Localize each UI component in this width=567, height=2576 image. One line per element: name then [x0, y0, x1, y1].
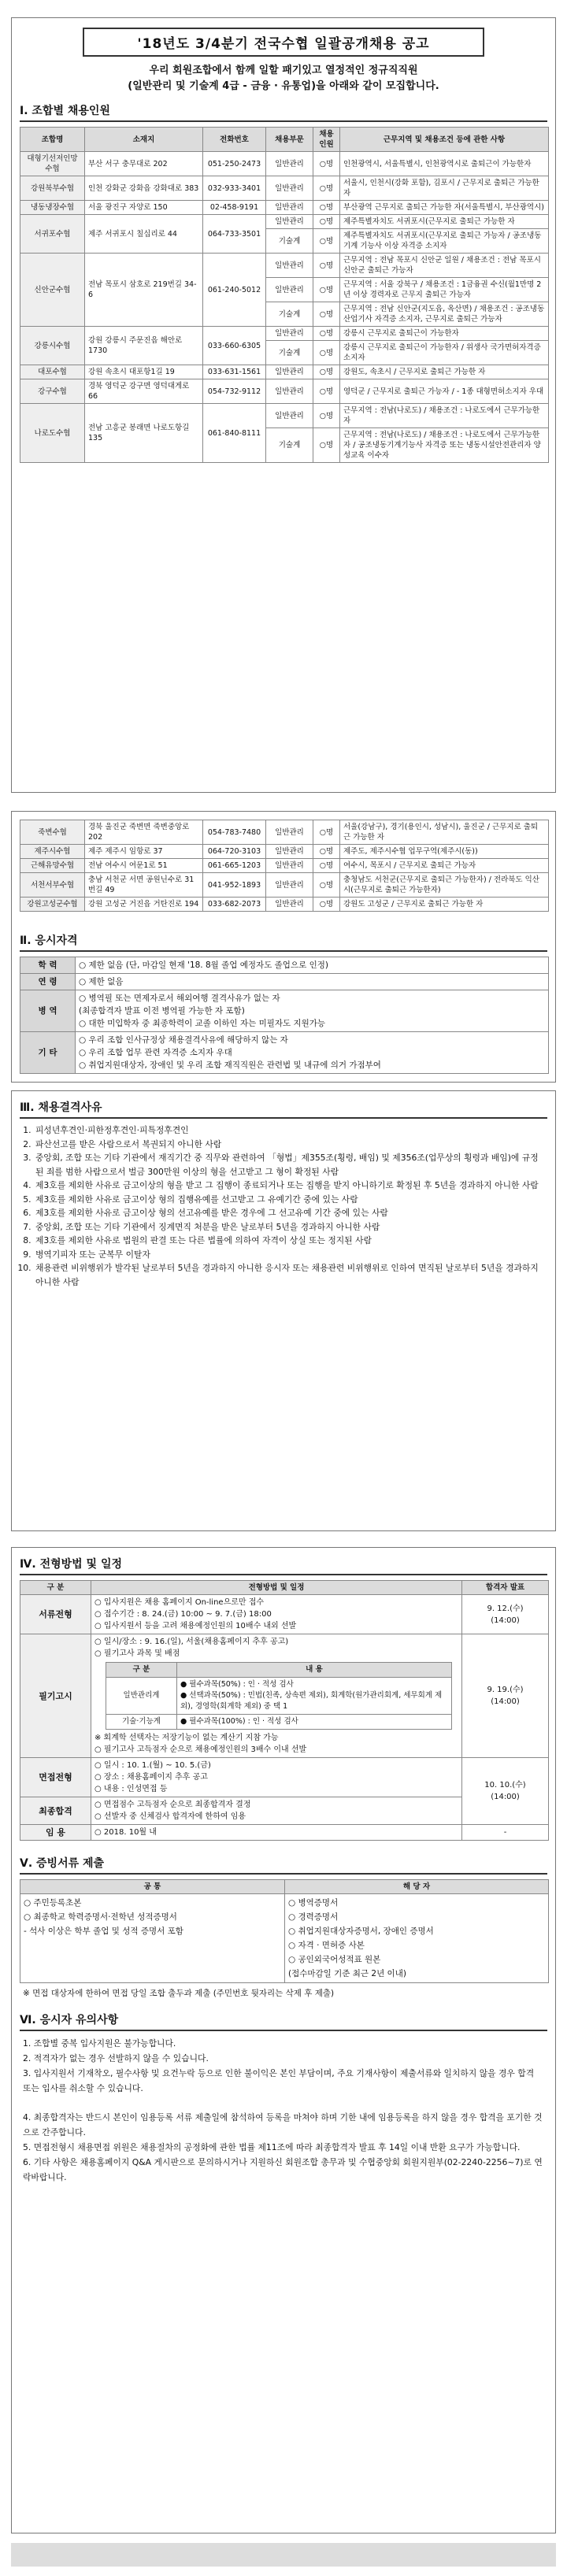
- job-type: 일반관리: [266, 327, 313, 341]
- org-phone: 033-660-6305: [203, 327, 266, 365]
- job-type: 일반관리: [266, 365, 313, 379]
- exam-line: ● 필수과목(50%) : 인 · 적성 검사: [180, 1680, 294, 1689]
- headcount: ○명: [313, 254, 340, 278]
- proc-result: [462, 1595, 549, 1634]
- table-row: [20, 215, 549, 229]
- proc-header: 전형방법 및 일정: [91, 1581, 462, 1595]
- job-type: 일반관리: [266, 873, 313, 898]
- headcount: ○명: [313, 898, 340, 912]
- org-address: 전남 고흥군 봉래면 나로도항길 135: [85, 404, 203, 463]
- job-conditions: 여수시, 목포시 / 근무지로 출퇴근 가능자: [340, 859, 549, 873]
- disqualification-card: [11, 1090, 556, 1531]
- org-name: 대포수협: [20, 365, 85, 379]
- proc-result-date: 9. 12.(수): [487, 1604, 524, 1613]
- qualification-detail: [76, 974, 549, 990]
- rec-header: 조합명: [20, 128, 85, 152]
- proc-row-document: [20, 1595, 549, 1634]
- notes-list-2: [23, 2110, 544, 2185]
- org-phone: 032-933-3401: [203, 176, 266, 201]
- rec-header: 근무지역 및 채용조건 등에 관한 사항: [340, 128, 549, 152]
- doc-item: ○ 병역증명서: [288, 1898, 339, 1908]
- note-item: 1. 조합별 중복 입사지원은 불가능합니다.: [23, 2038, 176, 2049]
- section-heading-4: Ⅳ. 전형방법 및 일정: [20, 1556, 547, 1575]
- org-name: 신안군수협: [20, 254, 85, 327]
- org-name: 대형기선저인망수협: [20, 152, 85, 176]
- exam-header: 구 분: [106, 1663, 177, 1678]
- proc-result-date: 9. 19.(수): [487, 1686, 524, 1694]
- org-phone: 051-250-2473: [203, 152, 266, 176]
- qualification-line: ○ 제한 없음 (단, 마감일 현재 '18. 8월 졸업 예정자도 졸업으로 인정): [79, 960, 328, 970]
- notes-list: [23, 2036, 544, 2096]
- table-row: [20, 845, 549, 859]
- disqualification-item: 3. 중앙회, 조합 또는 기타 기관에서 재직기간 중 직무와 관련하여 「형법」제355조(횡령, 배임) 및 제356조(업무상의 횡령과 배임)에 규정된 죄를 범한 사람으로서 벌금 300만원 이상의 형을 선고받고 그 형이 확정된 사람: [34, 1151, 544, 1179]
- page-title: '18년도 3/4분기 전국수협 일괄공개채용 공고: [83, 28, 484, 57]
- proc-line: ○ 입사지원은 채용 홈페이지 On-line으로만 접수: [94, 1598, 265, 1607]
- job-type: 기술계: [266, 341, 313, 365]
- doc-item: ○ 최종학교 학력증명서·전학년 성적증명서: [24, 1912, 177, 1922]
- disqualification-item: 9. 병역기피자 또는 군복무 이탈자: [34, 1248, 544, 1262]
- qualification-line: ○ 병역필 또는 면제자로서 해외여행 결격사유가 없는 자: [79, 994, 280, 1003]
- doc-item: ○ 자격 · 면허증 사본: [288, 1941, 365, 1950]
- proc-line: ○ 선발자 중 신체검사 합격자에 한하여 임용: [94, 1812, 246, 1821]
- note-item: 4. 최종합격자는 반드시 본인이 임용등록 서류 제출일에 참석하여 등록을 마쳐야 하며 기한 내에 임용등록을 하지 않을 경우 합격을 포기한 것으로 간주합니다.: [23, 2112, 543, 2137]
- org-name: 근해유망수협: [20, 859, 85, 873]
- org-phone: 033-682-2073: [203, 898, 266, 912]
- table-row: [20, 365, 549, 379]
- disqualification-item: 7. 중앙회, 조합 또는 기타 기관에서 징계면직 처분을 받은 날로부터 5년을 경과하지 아니한 사람: [34, 1220, 544, 1234]
- proc-row-interview: [20, 1758, 549, 1797]
- job-type: 일반관리: [266, 404, 313, 428]
- rec-header: 소재지: [85, 128, 203, 152]
- disqualification-list: [34, 1123, 544, 1289]
- proc-line: ○ 필기고사 과목 및 배점: [94, 1649, 180, 1658]
- headcount: ○명: [313, 302, 340, 327]
- qualification-row: [20, 1032, 549, 1074]
- headcount: ○명: [313, 365, 340, 379]
- org-address: 강원 강릉시 주문진읍 해안로 1730: [85, 327, 203, 365]
- org-name: 강원북부수협: [20, 176, 85, 201]
- headcount: ○명: [313, 278, 340, 302]
- job-type: 일반관리: [266, 215, 313, 229]
- note-item: 2. 적격자가 없는 경우 선발하지 않을 수 있습니다.: [23, 2053, 209, 2063]
- proc-label: 최종합격: [20, 1797, 91, 1825]
- disqualification-item: 4. 제3호를 제외한 사유로 금고이상의 형을 받고 그 집행이 종료되거나 또는 집행을 받지 아니하기로 확정된 후 5년을 경과하지 아니한 사람: [34, 1179, 544, 1193]
- org-address: 제주 제주시 임항로 37: [85, 845, 203, 859]
- proc-label: 서류전형: [20, 1595, 91, 1634]
- intro-line-1: 우리 회원조합에서 함께 일할 패기있고 열정적인 정규직직원: [149, 65, 418, 76]
- rec-header: 채용인원: [313, 128, 340, 152]
- qualification-detail: [76, 1032, 549, 1074]
- headcount: ○명: [313, 201, 340, 215]
- job-type: 기술계: [266, 302, 313, 327]
- docs-common: [20, 1894, 285, 1983]
- table-row: [20, 404, 549, 428]
- headcount: ○명: [313, 428, 340, 463]
- note-item: 6. 기타 사항은 채용홈페이지 Q&A 게시판으로 문의하시거나 지원하신 회원조합 총무과 및 수협중앙회 회원지원부(02-2240-2256~7)로 연락바랍니다.: [23, 2157, 543, 2182]
- job-conditions: 강원도 고성군 / 근무지로 출퇴근 가능한 자: [340, 898, 549, 912]
- headcount: ○명: [313, 327, 340, 341]
- proc-result: [462, 1634, 549, 1758]
- qualification-label: 기 타: [20, 1032, 76, 1074]
- org-name: 강구수협: [20, 379, 85, 404]
- section-heading-1: Ⅰ. 조합별 채용인원: [20, 102, 547, 122]
- headcount: ○명: [313, 176, 340, 201]
- qualification-label: 연 령: [20, 974, 76, 990]
- doc-item: ○ 공인외국어성적표 원본: [288, 1955, 381, 1964]
- org-phone: 054-783-7480: [203, 820, 266, 845]
- disqualification-item: 10. 채용관련 비위행위가 발각된 날로부터 5년을 경과하지 아니한 응시자 또는 채용관련 비위행위로 인하여 면직된 날로부터 5년을 경과하지 아니한 사람: [34, 1261, 544, 1289]
- org-phone: 02-458-9191: [203, 201, 266, 215]
- org-phone: 064-720-3103: [203, 845, 266, 859]
- proc-row-appoint: [20, 1825, 549, 1841]
- proc-result-date: 10. 10.(수): [484, 1781, 526, 1790]
- proc-label: 필기고시: [20, 1634, 91, 1758]
- headcount: ○명: [313, 215, 340, 229]
- headcount: ○명: [313, 404, 340, 428]
- headcount: ○명: [313, 845, 340, 859]
- org-address: 부산 서구 충무대로 202: [85, 152, 203, 176]
- job-type: 일반관리: [266, 201, 313, 215]
- org-address: 강원 속초시 대포항1길 19: [85, 365, 203, 379]
- job-type: 일반관리: [266, 278, 313, 302]
- job-conditions: 강릉시 근무지로 출퇴근이 가능한자: [340, 327, 549, 341]
- job-conditions: 강릉시 근무지로 출퇴근이 가능한자 / 위생사 국가면허자격증 소지자: [340, 341, 549, 365]
- job-conditions: 인천광역시, 서울특별시, 인천광역시로 출퇴근이 가능한자: [340, 152, 549, 176]
- job-conditions: 서울(강남구), 경기(용인시, 성남시), 울진군 / 근무지로 출퇴근 가능한 자: [340, 820, 549, 845]
- recruitment-card-extra: [11, 811, 556, 1083]
- intro: [12, 63, 555, 94]
- job-type: 일반관리: [266, 254, 313, 278]
- org-address: 충남 서천군 서면 공원닌수로 31번길 49: [85, 873, 203, 898]
- exam-track: 기술·기능계: [106, 1715, 177, 1730]
- docs-header: 해 당 자: [285, 1880, 549, 1894]
- org-address: 경북 울진군 죽변면 죽변중앙로 202: [85, 820, 203, 845]
- org-name: 서천서부수협: [20, 873, 85, 898]
- proc-line: ○ 내용 : 인성면접 등: [94, 1785, 168, 1793]
- org-phone: 061-240-5012: [203, 254, 266, 327]
- footer-bar: [11, 2543, 556, 2567]
- job-conditions: 제주특별자치도 서귀포시(근무지로 출퇴근 가능한 자: [340, 215, 549, 229]
- job-conditions: 근무지역 : 전남(나로도) / 채용조건 : 나로도에서 근무가능한 자: [340, 404, 549, 428]
- qualification-row: [20, 974, 549, 990]
- job-type: 일반관리: [266, 820, 313, 845]
- org-name: 강원고성군수협: [20, 898, 85, 912]
- proc-result-time: (14:00): [491, 1697, 520, 1706]
- process-card: [11, 1547, 556, 2533]
- doc-item: (접수마감일 기준 최근 2년 이내): [288, 1969, 406, 1978]
- qualification-line: (최종합격자 발표 이전 병역필 가능한 자 포함): [79, 1006, 245, 1016]
- table-row: [20, 820, 549, 845]
- job-conditions: 영덕군 / 근무지로 출퇴근 가능자 / - 1종 대형면허소지자 우대: [340, 379, 549, 404]
- qualification-label: 병 역: [20, 990, 76, 1032]
- proc-line: ○ 2018. 10월 내: [94, 1828, 157, 1837]
- proc-result-time: (14:00): [491, 1616, 520, 1625]
- job-conditions: 충청남도 서천군(근무지로 출퇴근 가능한자) / 전라북도 익산시(근무지로 출퇴근 가능한자): [340, 873, 549, 898]
- qualification-detail: [76, 990, 549, 1032]
- proc-label: 임 용: [20, 1825, 91, 1841]
- job-type: 일반관리: [266, 176, 313, 201]
- org-address: 전남 여수시 여문1로 51: [85, 859, 203, 873]
- section-heading-3: Ⅲ. 채용결격사유: [20, 1099, 547, 1119]
- proc-detail: [91, 1797, 462, 1825]
- qualification-label: 학 력: [20, 957, 76, 974]
- org-name: 서귀포수협: [20, 215, 85, 254]
- note-item: 3. 입사지원서 기재착오, 필수사항 및 요건누락 등으로 인한 불이익은 본인 부담이며, 주요 기재사항이 제출서류와 일치하지 않을 경우 합격 또는 입사를 취소할 수 있습니다.: [23, 2068, 535, 2093]
- table-row: [20, 873, 549, 898]
- process-table: [20, 1580, 549, 1841]
- org-phone: 033-631-1561: [203, 365, 266, 379]
- job-conditions: 부산광역 근무지로 출퇴근 가능한 자(서울특별시, 부산광역시): [340, 201, 549, 215]
- job-type: 일반관리: [266, 898, 313, 912]
- recruitment-table: [20, 127, 549, 463]
- org-phone: 064-733-3501: [203, 215, 266, 254]
- job-conditions: 근무지역 : 전남(나로도) / 채용조건 : 나로도에서 근무가능한 자 / 공조냉동기계기능사 자격증 또는 냉동시설안전관리자 양성교육 이수자: [340, 428, 549, 463]
- org-name: 냉동냉장수협: [20, 201, 85, 215]
- job-type: 기술계: [266, 229, 313, 254]
- org-name: 나로도수협: [20, 404, 85, 463]
- section-heading-5: Ⅴ. 증빙서류 제출: [20, 1855, 547, 1875]
- proc-header: 합격자 발표: [462, 1581, 549, 1595]
- proc-header: 구 분: [20, 1581, 91, 1595]
- org-phone: 054-732-9112: [203, 379, 266, 404]
- proc-line: ○ 일시 : 10. 1.(월) ~ 10. 5.(금): [94, 1761, 211, 1770]
- table-row: [20, 152, 549, 176]
- note-item: 5. 면접전형시 채용면접 위원은 채용절차의 공정화에 관한 법률 제11조에 따라 최종합격자 발표 후 14일 이내 반환 요구가 가능합니다.: [23, 2142, 521, 2152]
- proc-row-exam: [20, 1634, 549, 1758]
- disqualification-item: 8. 제3호를 제외한 사유로 법원의 판결 또는 다른 법률에 의하여 자격이 상실 또는 정지된 사람: [34, 1234, 544, 1248]
- doc-item: ○ 취업지원대상자증명서, 장애인 증명서: [288, 1926, 434, 1936]
- qualification-row: [20, 957, 549, 974]
- proc-line: ○ 면접점수 고득점자 순으로 최종합격자 결정: [94, 1801, 251, 1809]
- org-address: 강원 고성군 거진읍 거탄진로 194: [85, 898, 203, 912]
- org-address: 경북 영덕군 강구면 영덕대게로 66: [85, 379, 203, 404]
- job-type: 일반관리: [266, 379, 313, 404]
- disqualification-item: 5. 제3호를 제외한 사유로 금고이상 형의 집행유예를 선고받고 그 유예기간 중에 있는 사람: [34, 1193, 544, 1207]
- table-row: [20, 176, 549, 201]
- table-row: [20, 859, 549, 873]
- table-row: [20, 201, 549, 215]
- headcount: ○명: [313, 229, 340, 254]
- recruitment-card-main: [11, 17, 556, 793]
- headcount: ○명: [313, 152, 340, 176]
- doc-item: - 석사 이상은 학부 졸업 및 성적 증명서 포함: [24, 1926, 183, 1936]
- table-row: [20, 327, 549, 341]
- org-name: 죽변수협: [20, 820, 85, 845]
- job-conditions: 근무지역 : 서울 강북구 / 채용조건 : 1금융권 수신(월1만명 2년 이상 경력자로 근무지 출퇴근 가능자: [340, 278, 549, 302]
- proc-detail: [91, 1595, 462, 1634]
- proc-line: ○ 입사지원서 등을 고려 채용예정인원의 10배수 내외 선발: [94, 1622, 297, 1630]
- proc-line: ○ 일시/장소 : 9. 16.(일), 서울(채용홈페이지 추후 공고): [94, 1638, 289, 1646]
- exam-header: 내 용: [177, 1663, 452, 1678]
- qualification-detail: [76, 957, 549, 974]
- table-row: [20, 898, 549, 912]
- qualification-line: ○ 우리 조합 인사규정상 채용결격사유에 해당하지 않는 자: [79, 1035, 288, 1045]
- doc-item: ○ 경력증명서: [288, 1912, 339, 1922]
- intro-line-2: (일반관리 및 기술계 4급 - 금융 · 유통업)을 아래와 같이 모집합니다.: [128, 80, 439, 92]
- headcount: ○명: [313, 820, 340, 845]
- qualification-line: ○ 취업지원대상자, 장애인 및 우리 조합 재직직원은 관련법 및 내규에 의거 가점부여: [79, 1060, 381, 1070]
- job-conditions: 근무지역 : 전남 신안군(지도읍, 옥산면) / 채용조건 : 공조냉동산업기사 자격증 소지자, 근무지로 출퇴근 가능자: [340, 302, 549, 327]
- proc-label: 면접전형: [20, 1758, 91, 1797]
- headcount: ○명: [313, 379, 340, 404]
- qualification-line: ○ 제한 없음: [79, 977, 124, 986]
- org-phone: 041-952-1893: [203, 873, 266, 898]
- job-type: 일반관리: [266, 845, 313, 859]
- org-address: 전남 목포시 삼호로 219번길 34-6: [85, 254, 203, 327]
- section-heading-2: Ⅱ. 응시자격: [20, 932, 547, 952]
- job-conditions: 제주도, 제주시수협 업무구역(제주시(동)): [340, 845, 549, 859]
- docs-conditional: [285, 1894, 549, 1983]
- exam-track-detail: [177, 1678, 452, 1715]
- rec-header: 전화번호: [203, 128, 266, 152]
- section-heading-6: Ⅵ. 응시자 유의사항: [20, 2012, 547, 2031]
- org-address: 제주 서귀포시 칠십리로 44: [85, 215, 203, 254]
- rec-header: 채용부문: [266, 128, 313, 152]
- job-type: 기술계: [266, 428, 313, 463]
- proc-result: -: [462, 1825, 549, 1841]
- proc-line: ○ 접수기간 : 8. 24.(금) 10:00 ~ 9. 7.(금) 18:00: [94, 1610, 272, 1619]
- qualification-row: [20, 990, 549, 1032]
- job-conditions: 근무지역 : 전남 목포시 신안군 일원 / 채용조건 : 전남 목포시 신안군 출퇴근 가능자: [340, 254, 549, 278]
- proc-detail: [91, 1825, 462, 1841]
- docs-header: 공 통: [20, 1880, 285, 1894]
- proc-result: [462, 1758, 549, 1825]
- org-phone: 061-665-1203: [203, 859, 266, 873]
- qualification-line: ○ 대한 미입학자 중 최종학력이 교졸 이하인 자는 미필자도 지원가능: [79, 1019, 326, 1028]
- disqualification-item: 2. 파산선고를 받은 사람으로서 복권되지 아니한 사람: [34, 1138, 544, 1152]
- disqualification-item: 6. 제3호를 제외한 사유로 금고이상 형의 선고유예를 받은 경우에 그 선고유예 기간 중에 있는 사람: [34, 1206, 544, 1220]
- exam-line: ● 선택과목(50%) : 민법(친족, 상속편 제외), 회계학(원가관리회계, 세무회계 제외), 경영학(회계학 제외) 중 택 1: [180, 1691, 443, 1711]
- proc-line: ※ 회계학 선택자는 저장기능이 없는 계산기 지참 가능: [94, 1734, 279, 1742]
- proc-detail: [91, 1758, 462, 1797]
- proc-line: ○ 장소 : 채용홈페이지 추후 공고: [94, 1773, 208, 1782]
- org-name: 강릉시수협: [20, 327, 85, 365]
- job-type: 일반관리: [266, 152, 313, 176]
- proc-line: ○ 필기고사 고득점자 순으로 채용예정인원의 3배수 이내 선발: [94, 1745, 307, 1754]
- job-conditions: 강원도, 속초시 / 근무지로 출퇴근 가능한 자: [340, 365, 549, 379]
- recruitment-table-2: [20, 820, 549, 912]
- org-name: 제주시수협: [20, 845, 85, 859]
- org-phone: 061-840-8111: [203, 404, 266, 463]
- exam-track-detail: [177, 1715, 452, 1730]
- qualification-table: [20, 957, 549, 1074]
- job-conditions: 서울시, 인천시(강화 포함), 김포시 / 근무지로 출퇴근 가능한 자: [340, 176, 549, 201]
- docs-note: ※ 면접 대상자에 한하여 면접 당일 조합 출두과 제출 (주민번호 뒷자리는 삭제 후 제출): [23, 1989, 335, 1998]
- doc-item: ○ 주민등록초본: [24, 1898, 82, 1908]
- job-conditions: 제주특별자치도 서귀포시(근무지로 출퇴근 가능자 / 공조냉동기계 기능사 이상 자격증 소지자: [340, 229, 549, 254]
- proc-result-time: (14:00): [491, 1793, 520, 1801]
- table-row: [20, 379, 549, 404]
- exam-line: ● 필수과목(100%) : 인 · 적성 검사: [180, 1717, 298, 1726]
- exam-track: 일반관리계: [106, 1678, 177, 1715]
- proc-detail: [91, 1634, 462, 1758]
- qualification-line: ○ 우리 조합 업무 관련 자격증 소지자 우대: [79, 1048, 232, 1057]
- table-row: [20, 254, 549, 278]
- headcount: ○명: [313, 873, 340, 898]
- headcount: ○명: [313, 341, 340, 365]
- exam-subject-table: [106, 1662, 452, 1730]
- job-type: 일반관리: [266, 859, 313, 873]
- org-address: 인천 강화군 강화읍 강화대로 383: [85, 176, 203, 201]
- disqualification-item: 1. 피성년후견인·피한정후견인·피특정후견인: [34, 1123, 544, 1138]
- headcount: ○명: [313, 859, 340, 873]
- org-address: 서울 광진구 자양로 150: [85, 201, 203, 215]
- documents-table: [20, 1879, 549, 1983]
